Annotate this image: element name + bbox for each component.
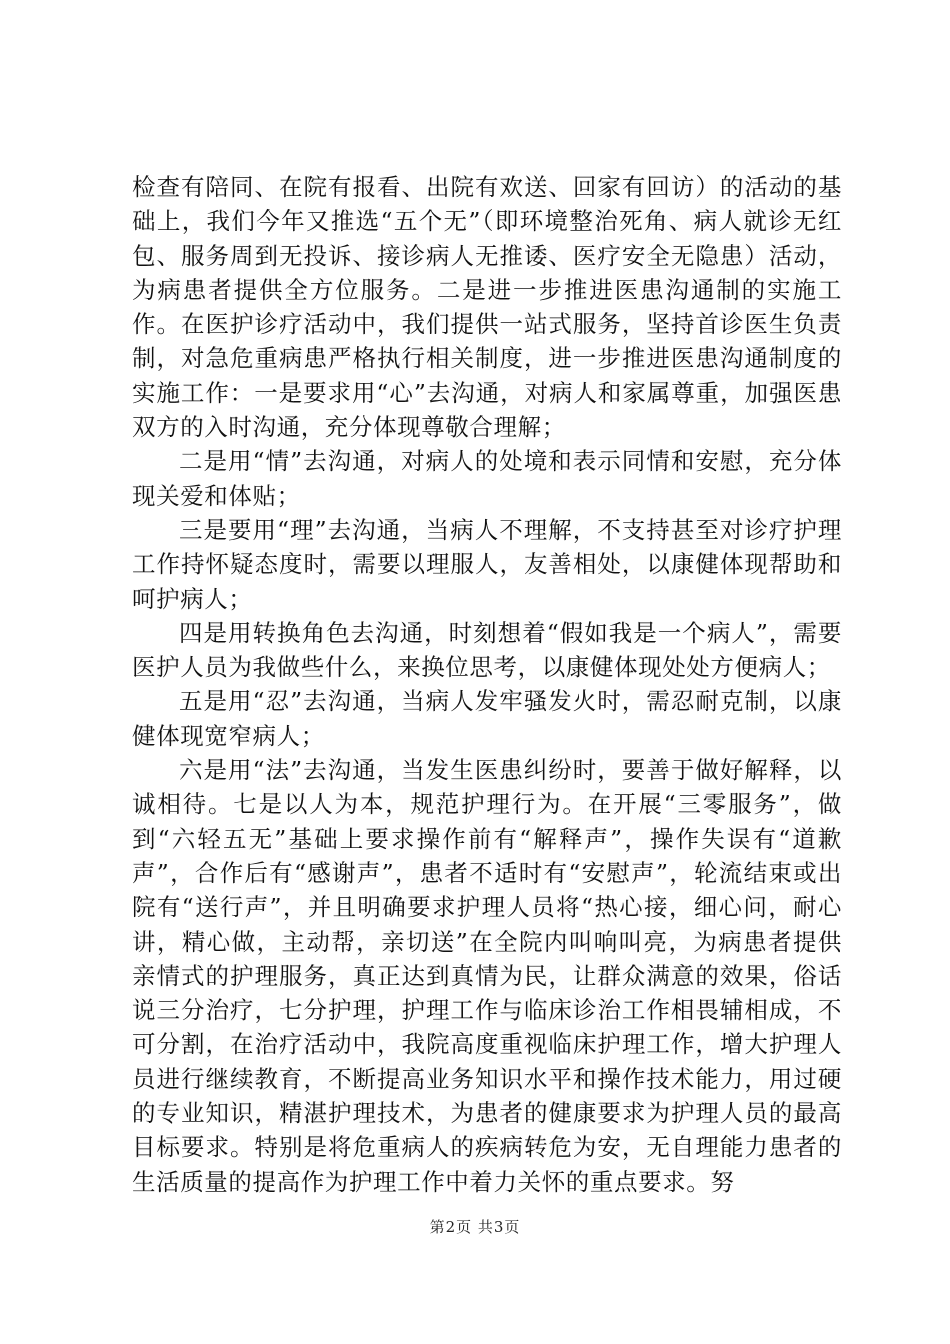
- paragraph-2: 二是用“情”去沟通，对病人的处境和表示同情和安慰，充分体现关爱和体贴；: [132, 447, 842, 510]
- paragraph-4: 四是用转换角色去沟通，时刻想着“假如我是一个病人”，需要医护人员为我做些什么，来换位思考，以康健体现处处方便病人；: [132, 618, 842, 682]
- document-body: [132, 170, 842, 1199]
- paragraph-6: 六是用“法”去沟通，当发生医患纠纷时，要善于做好解释，以诚相待。七是以人为本，规范护理行为。在开展“三零服务”，做到“六轻五无”基础上要求操作前有“解释声”，操作失误有“道歉声”，合作后有“感谢声”，患者不适时有“安慰声”，轮流结束或出院有“送行声”，并且明确要求护理人员将“热心接，细心问，耐心讲，精心做，主动帮，亲切送”在全院内叫响叫亮，为病患者提供亲情式的护理服务，真正达到真情为民，让群众满意的效果，俗话说三分治疗，七分护理，护理工作与临床诊治工作相畏辅相成，不可分割，在治疗活动中，我院高度重视临床护理工作，增大护理人员进行继续教育，不断提高业务知识水平和操作技术能力，用过硬的专业知识，精湛护理技术，为患者的健康要求为护理人员的最高目标要求。特别是将危重病人的疾病转危为安，无自理能力患者的生活质量的提高作为护理工作中着力关怀的重点要求。努: [132, 756, 842, 1196]
- paragraph-1: 检查有陪同、在院有报看、出院有欢送、回家有回访）的活动的基础上，我们今年又推选“五个无”（即环境整治死角、病人就诊无红包、服务周到无投诉、接诊病人无推诿、医疗安全无隐患）活动，为病患者提供全方位服务。二是进一步推进医患沟通制的实施工作。在医护诊疗活动中，我们提供一站式服务，坚持首诊医生负责制，对急危重病患严格执行相关制度，进一步推进医患沟通制度的实施工作：一是要求用“心”去沟通，对病人和家属尊重，加强医患双方的入时沟通，充分体现尊敬合理解；: [132, 173, 842, 442]
- paragraph-3: 三是要用“理”去沟通，当病人不理解，不支持甚至对诊疗护理工作持怀疑态度时，需要以理服人，友善相处，以康健体现帮助和呵护病人；: [132, 515, 842, 613]
- paragraph-5: 五是用“忍”去沟通，当病人发牢骚发火时，需忍耐克制，以康健体现宽窄病人；: [132, 687, 842, 750]
- page-number-footer: 第2页 共3页: [429, 1218, 521, 1236]
